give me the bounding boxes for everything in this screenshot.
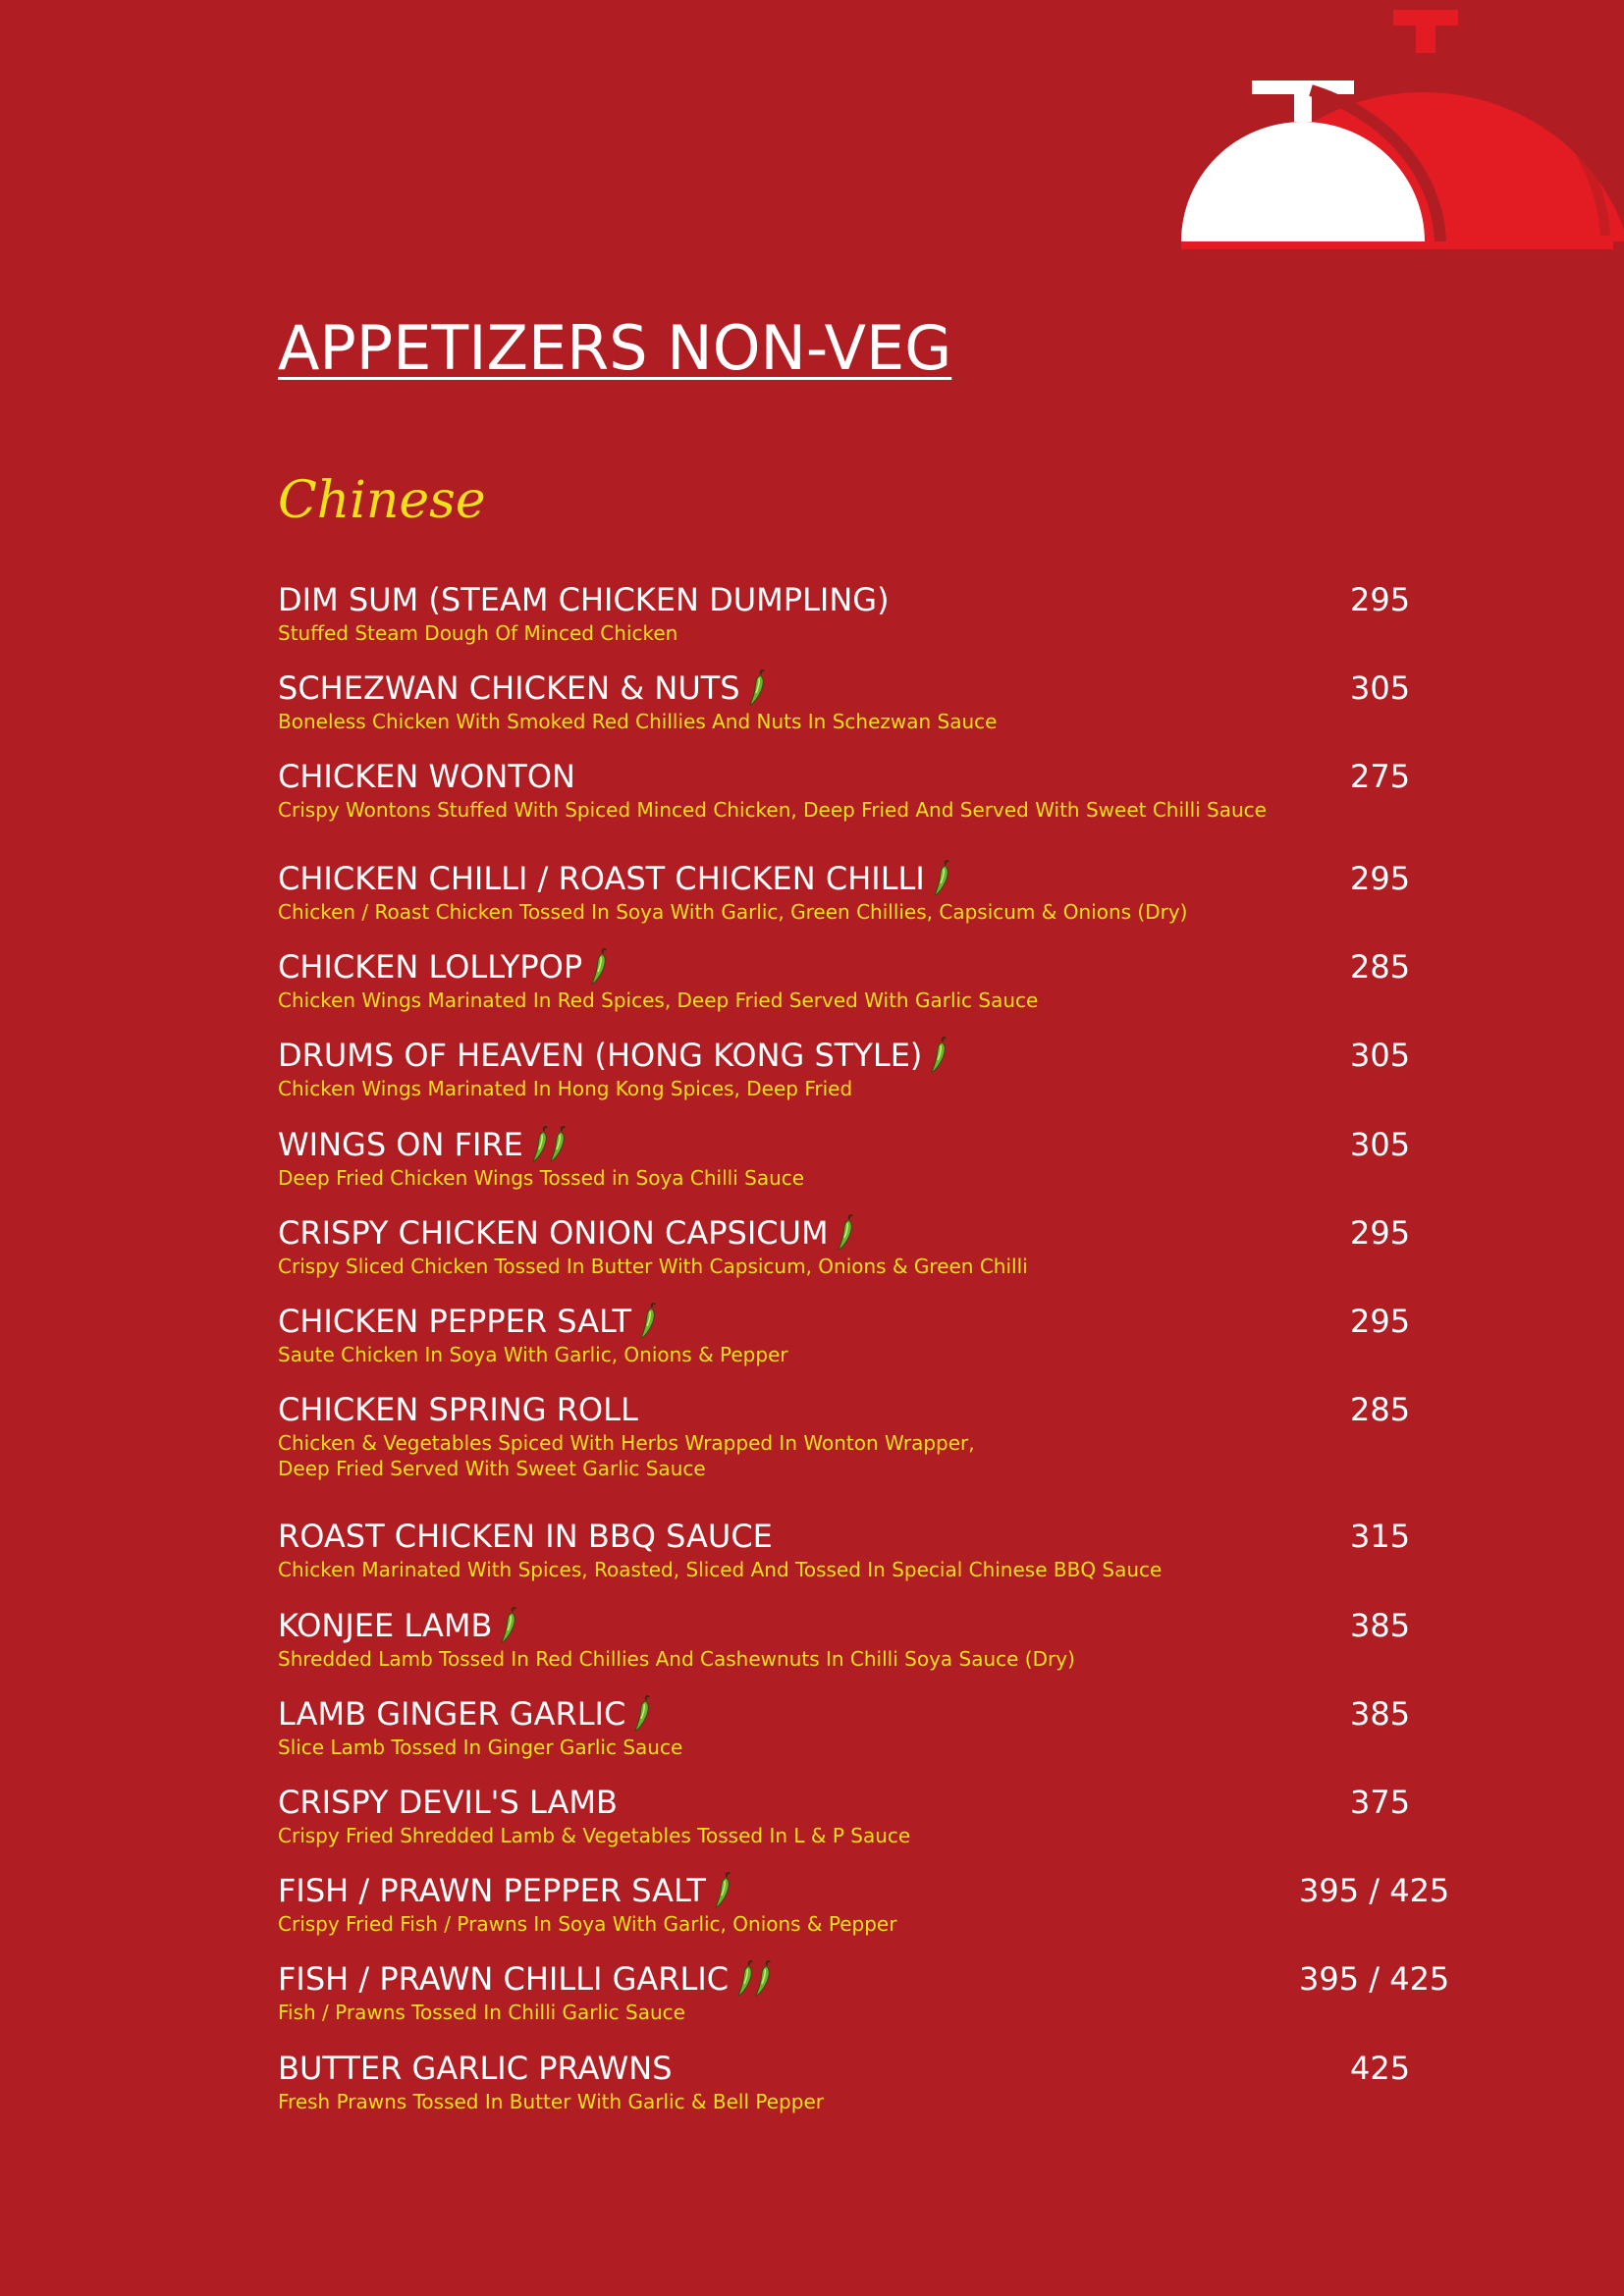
spice-level-icons	[736, 1959, 772, 1999]
item-price: 305	[1350, 1037, 1411, 1074]
item-name-text: CRISPY DEVIL'S LAMB	[278, 1784, 618, 1821]
item-description: Chicken / Roast Chicken Tossed In Soya With Garlic, Green Chillies, Capsicum & Onions (Dry)	[278, 900, 1188, 924]
item-name-text: FISH / PRAWN CHILLI GARLIC	[278, 1960, 730, 1998]
chilli-icon	[933, 859, 952, 898]
menu-item	[278, 1959, 1456, 2025]
item-price: 385	[1350, 1695, 1411, 1733]
item-name	[278, 1783, 1456, 1822]
chilli-icon	[549, 1125, 568, 1164]
item-name-text: SCHEZWAN CHICKEN & NUTS	[278, 669, 740, 707]
chilli-icon	[930, 1036, 949, 1075]
item-name-text: CHICKEN PEPPER SALT	[278, 1303, 631, 1340]
item-name	[278, 580, 1456, 619]
spice-level-icons	[531, 1125, 567, 1164]
menu-item	[278, 757, 1456, 823]
item-price: 295	[1350, 860, 1411, 897]
item-price: 375	[1350, 1784, 1411, 1821]
item-description: Slice Lamb Tossed In Ginger Garlic Sauce	[278, 1735, 683, 1759]
menu-item	[278, 580, 1456, 646]
spice-level-icons	[837, 1213, 854, 1253]
item-name-text: KONJEE LAMB	[278, 1607, 493, 1644]
item-description: Chicken & Vegetables Spiced With Herbs Wrapped In Wonton Wrapper, Deep Fried Served With Sweet Garlic Sauce	[278, 1431, 975, 1480]
item-name	[278, 1871, 1456, 1910]
menu-item	[278, 1871, 1456, 1937]
item-price: 385	[1350, 1607, 1411, 1644]
spice-level-icons	[590, 947, 608, 987]
item-name-text: WINGS ON FIRE	[278, 1126, 523, 1163]
item-description: Crispy Sliced Chicken Tossed In Butter With Capsicum, Onions & Green Chilli	[278, 1255, 1028, 1278]
item-name-text: CHICKEN SPRING ROLL	[278, 1391, 638, 1428]
item-name	[278, 1302, 1456, 1341]
item-name-text: CHICKEN WONTON	[278, 758, 575, 795]
chilli-icon	[736, 1959, 756, 1999]
chilli-icon	[639, 1302, 659, 1341]
item-name-text: CHICKEN LOLLYPOP	[278, 948, 583, 986]
menu-item	[278, 859, 1456, 925]
menu-item	[278, 1125, 1456, 1191]
chilli-icon	[748, 668, 768, 708]
menu-item	[278, 1302, 1456, 1367]
chilli-icon	[633, 1694, 653, 1734]
item-price: 295	[1350, 581, 1411, 618]
spice-level-icons	[714, 1871, 731, 1910]
item-price: 425	[1350, 2050, 1411, 2087]
item-description: Shredded Lamb Tossed In Red Chillies And Cashewnuts In Chilli Soya Sauce (Dry)	[278, 1647, 1075, 1671]
item-price: 395 / 425	[1299, 1872, 1450, 1909]
item-name-text: CHICKEN CHILLI / ROAST CHICKEN CHILLI	[278, 860, 925, 897]
spice-level-icons	[930, 1036, 947, 1075]
spice-level-icons	[748, 668, 766, 708]
item-name	[278, 757, 1456, 796]
item-description: Crispy Wontons Stuffed With Spiced Minced Chicken, Deep Fried And Served With Sweet Chilli Sauce	[278, 798, 1267, 822]
item-name	[278, 1959, 1456, 1999]
section-heading: Chinese	[278, 471, 486, 530]
menu-item	[278, 1517, 1456, 1582]
menu-item	[278, 1213, 1456, 1279]
item-name-text: FISH / PRAWN PEPPER SALT	[278, 1872, 706, 1909]
item-description: Chicken Wings Marinated In Red Spices, Deep Fried Served With Garlic Sauce	[278, 988, 1039, 1012]
spice-level-icons	[633, 1694, 651, 1734]
item-price: 295	[1350, 1303, 1411, 1340]
item-name	[278, 1213, 1456, 1253]
item-name	[278, 1606, 1456, 1645]
chilli-icon	[531, 1125, 551, 1164]
item-description: Fresh Prawns Tossed In Butter With Garlic & Bell Pepper	[278, 2090, 824, 2113]
spice-level-icons	[500, 1606, 517, 1645]
item-price: 295	[1350, 1214, 1411, 1252]
item-name	[278, 2049, 1456, 2088]
spice-level-icons	[639, 1302, 657, 1341]
chilli-icon	[500, 1606, 519, 1645]
item-name	[278, 668, 1456, 708]
page-title: APPETIZERS NON-VEG	[278, 312, 952, 384]
item-description: Stuffed Steam Dough Of Minced Chicken	[278, 621, 678, 645]
item-description: Chicken Marinated With Spices, Roasted, Sliced And Tossed In Special Chinese BBQ Sauce	[278, 1558, 1163, 1581]
item-name-text: BUTTER GARLIC PRAWNS	[278, 2050, 673, 2087]
menu-item	[278, 1606, 1456, 1672]
item-price: 275	[1350, 758, 1411, 795]
item-name	[278, 1125, 1456, 1164]
menu-item	[278, 2049, 1456, 2114]
chilli-icon	[714, 1871, 733, 1910]
item-description: Saute Chicken In Soya With Garlic, Onions & Pepper	[278, 1343, 788, 1366]
item-description: Fish / Prawns Tossed In Chilli Garlic Sauce	[278, 2001, 685, 2024]
item-name-text: DIM SUM (STEAM CHICKEN DUMPLING)	[278, 581, 890, 618]
item-description: Crispy Fried Shredded Lamb & Vegetables Tossed In L & P Sauce	[278, 1824, 911, 1847]
item-price: 305	[1350, 669, 1411, 707]
item-name	[278, 947, 1456, 987]
menu-item	[278, 668, 1456, 734]
menu-item	[278, 947, 1456, 1013]
item-description: Chicken Wings Marinated In Hong Kong Spices, Deep Fried	[278, 1077, 853, 1100]
item-description: Crispy Fried Fish / Prawns In Soya With Garlic, Onions & Pepper	[278, 1912, 897, 1936]
menu-item	[278, 1390, 1456, 1481]
item-name	[278, 1517, 1456, 1556]
chilli-icon	[590, 947, 610, 987]
item-price: 285	[1350, 1391, 1411, 1428]
item-price: 315	[1350, 1518, 1411, 1555]
chilli-icon	[837, 1213, 856, 1253]
menu-item	[278, 1694, 1456, 1760]
item-name-text: LAMB GINGER GARLIC	[278, 1695, 626, 1733]
item-name-text: CRISPY CHICKEN ONION CAPSICUM	[278, 1214, 829, 1252]
item-description: Deep Fried Chicken Wings Tossed in Soya Chilli Sauce	[278, 1166, 805, 1190]
chilli-icon	[754, 1959, 774, 1999]
item-price: 395 / 425	[1299, 1960, 1450, 1998]
item-name-text: ROAST CHICKEN IN BBQ SAUCE	[278, 1518, 773, 1555]
item-name	[278, 1390, 1456, 1429]
item-name	[278, 859, 1456, 898]
spice-level-icons	[933, 859, 950, 898]
item-price: 305	[1350, 1126, 1411, 1163]
menu-item	[278, 1036, 1456, 1101]
item-name	[278, 1694, 1456, 1734]
item-description: Boneless Chicken With Smoked Red Chillies And Nuts In Schezwan Sauce	[278, 710, 998, 733]
item-name-text: DRUMS OF HEAVEN (HONG KONG STYLE)	[278, 1037, 923, 1074]
cloche-icon	[1173, 0, 1624, 255]
menu-item	[278, 1783, 1456, 1848]
item-price: 285	[1350, 948, 1411, 986]
item-name	[278, 1036, 1456, 1075]
